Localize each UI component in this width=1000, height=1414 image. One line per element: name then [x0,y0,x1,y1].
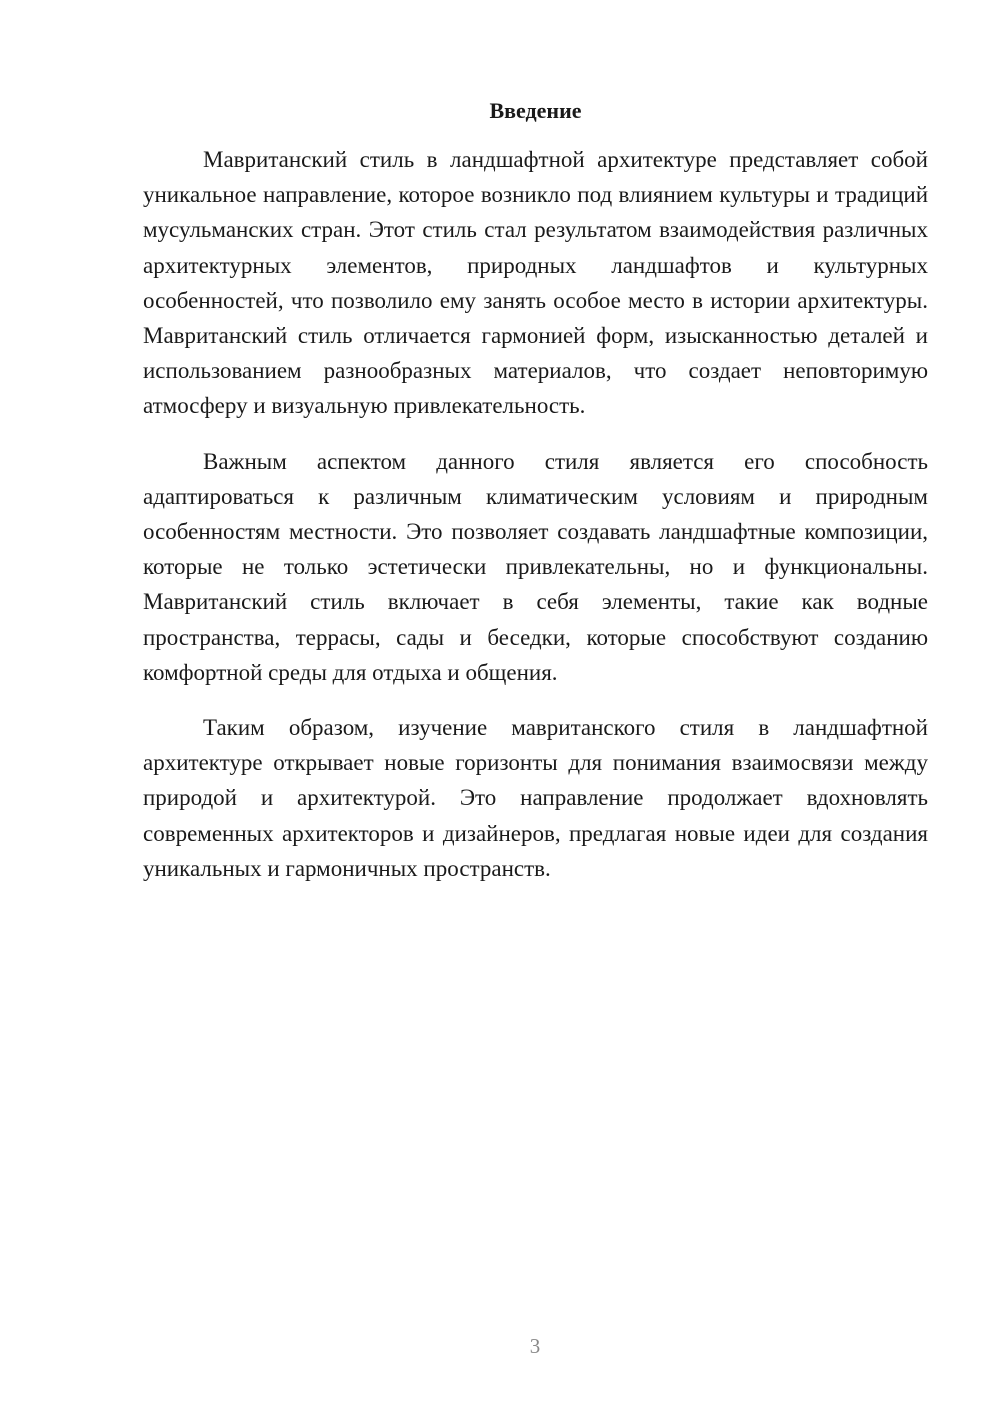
paragraph-3: Таким образом, изучение мавританского стиля в ландшафтной архитектуре открывает новые горизонты для понимания взаимосвязи между природой и архитектурой. Это направление продолжает вдохновлять современных архитекторов и дизайнеров, предлагая новые идеи для создания уникальных и гармоничных пространств. [143,715,928,881]
page-number: 3 [529,1334,541,1358]
body-text [143,142,928,906]
paragraph-2: Важным аспектом данного стиля является его способность адаптироваться к различным климатическим условиям и природным особенностям местности. Это позволяет создавать ландшафтные композиции, которые не только эстетически привлекательны, но и функциональны. Мавританский стиль включает в себя элементы, такие как водные пространства, террасы, сады и беседки, которые способствуют созданию комфортной среды для отдыха и общения. [143,448,928,685]
paragraph-1: Мавританский стиль в ландшафтной архитектуре представляет собой уникальное направление, которое возникло под влиянием культуры и традиций мусульманских стран. Этот стиль стал результатом взаимодействия различных архитектурных элементов, природных ландшафтов и культурных особенностей, что позволило ему занять особое место в истории архитектуры. Мавританский стиль отличается гармонией форм, изысканностью деталей и использованием разнообразных материалов, что создает неповторимую атмосферу и визуальную привлекательность. [143,147,928,419]
section-heading: Введение [489,98,582,123]
